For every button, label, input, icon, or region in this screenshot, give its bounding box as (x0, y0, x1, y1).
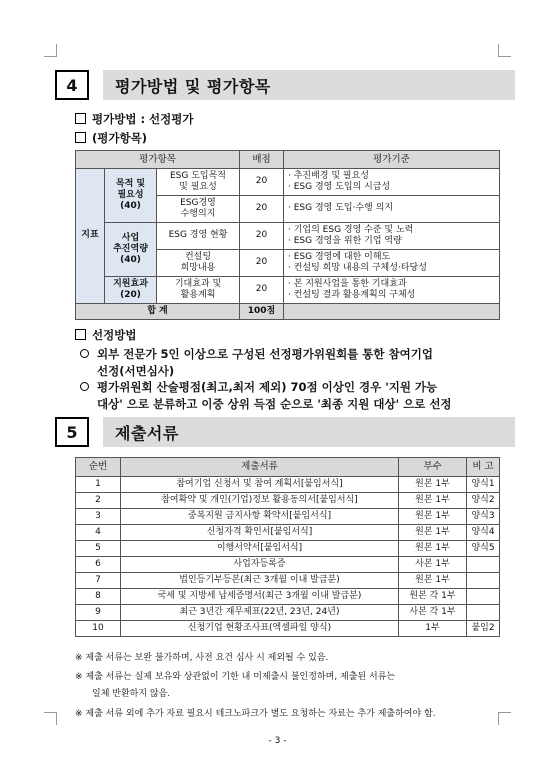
score-cell: 20 (240, 169, 284, 196)
document-name: 법인등기부등본(최근 3개월 이내 발급분) (121, 573, 399, 589)
copies: 원본 1부 (399, 573, 467, 589)
row-number: 10 (76, 621, 121, 637)
remarks: 양식1 (467, 477, 500, 493)
table-row (76, 573, 500, 589)
row-number: 3 (76, 509, 121, 525)
row-number: 8 (76, 589, 121, 605)
header-no: 순번 (76, 458, 121, 477)
section-title: 제출서류 (103, 417, 515, 447)
method-line: 평가방법 : 선정평가 (75, 111, 193, 127)
copies: 원본 1부 (399, 525, 467, 541)
copies: 원본 1부 (399, 477, 467, 493)
copies: 사본 1부 (399, 557, 467, 573)
checkbox-square-icon (75, 132, 86, 143)
total-label: 합 계 (76, 304, 240, 320)
item-cell: ESG경영 수행의지 (157, 196, 240, 223)
header-criteria: 평가기준 (284, 151, 500, 169)
checkbox-square-icon (75, 329, 86, 340)
header-item: 평가항목 (76, 151, 240, 169)
row-number: 9 (76, 605, 121, 621)
document-name: 이행서약서[붙임서식] (121, 541, 399, 557)
header-document: 제출서류 (121, 458, 399, 477)
table-row (76, 509, 500, 525)
score-cell: 20 (240, 250, 284, 277)
header-score: 배점 (240, 151, 284, 169)
evaluation-table (75, 150, 500, 320)
page-number: - 3 - (268, 736, 287, 746)
header-remarks: 비 고 (467, 458, 500, 477)
group-label: 지원효과 (20) (105, 277, 157, 304)
total-blank (284, 304, 500, 320)
selection-bullet: 평가위원회 산술평점(최고,최저 제외) 70점 이상인 경우 '지원 가능 대상' 으로 분류하고 이중 상위 득점 순으로 '최종 지원 대상' 으로 선정 (80, 379, 452, 413)
crop-mark-bottom-right (498, 712, 511, 725)
criteria-cell: · ESG 경영 도입·수행 의지 (284, 196, 500, 223)
crop-mark-bottom-left (44, 712, 57, 725)
copies: 원본 1부 (399, 541, 467, 557)
table-row (76, 557, 500, 573)
item-cell: 기대효과 및 활용계획 (157, 277, 240, 304)
remarks: 양식3 (467, 509, 500, 525)
row-number: 1 (76, 477, 121, 493)
criteria-cell: · 기업의 ESG 경영 수준 및 노력 · ESG 경영을 위한 기업 역량 (284, 223, 500, 250)
table-row (76, 621, 500, 637)
item-cell: ESG 도입목적 및 필요성 (157, 169, 240, 196)
remarks: 양식2 (467, 493, 500, 509)
row-number: 7 (76, 573, 121, 589)
table-row (76, 605, 500, 621)
documents-table (75, 457, 500, 637)
remarks: 붙임2 (467, 621, 500, 637)
section-4-header (55, 70, 515, 100)
copies: 사본 각 1부 (399, 605, 467, 621)
item-cell: 컨설팅 희망내용 (157, 250, 240, 277)
score-cell: 20 (240, 277, 284, 304)
remarks: 양식5 (467, 541, 500, 557)
remarks (467, 573, 500, 589)
document-name: 사업자등록증 (121, 557, 399, 573)
row-number: 6 (76, 557, 121, 573)
document-name: 신청자격 확인서[붙임서식] (121, 525, 399, 541)
crop-mark-top-left (44, 44, 57, 57)
note-line: ※ 제출 서류는 실제 보유와 상관없이 기한 내 미제출시 불인정하며, 제출된 서류는 (75, 672, 396, 682)
document-name: 중복지원 금지사항 확약서[붙임서식] (121, 509, 399, 525)
table-row (76, 477, 500, 493)
document-name: 최근 3년간 재무제표(22년, 23년, 24년) (121, 605, 399, 621)
remarks (467, 605, 500, 621)
section-title: 평가방법 및 평가항목 (103, 70, 515, 100)
document-name: 국세 및 지방세 납세증명서(최근 3개월 이내 발급분) (121, 589, 399, 605)
section-number: 5 (55, 417, 89, 447)
note-line: ※ 제출 서류 외에 추가 자료 필요시 테크노파크가 별도 요청하는 자료는 추가 제출하여야 함. (75, 709, 436, 719)
document-name: 참여확약 및 개인(기업)정보 활용동의서[붙임서식] (121, 493, 399, 509)
copies: 원본 1부 (399, 509, 467, 525)
item-cell: ESG 경영 현황 (157, 223, 240, 250)
copies: 1부 (399, 621, 467, 637)
items-heading: (평가항목) (75, 130, 147, 146)
criteria-cell: · ESG 경영에 대한 이해도 · 컨설팅 희망 내용의 구체성·타당성 (284, 250, 500, 277)
document-name: 참여기업 신청서 및 참여 계획서[붙임서식] (121, 477, 399, 493)
remarks (467, 557, 500, 573)
crop-mark-top-right (498, 44, 511, 57)
table-row (76, 493, 500, 509)
section-5-header (55, 417, 515, 447)
indicator-label: 지표 (76, 169, 105, 304)
total-score: 100점 (240, 304, 284, 320)
copies: 원본 1부 (399, 493, 467, 509)
criteria-cell: · 본 지원사업을 통한 기대효과 · 컨설팅 결과 활용계획의 구체성 (284, 277, 500, 304)
section-number: 4 (55, 70, 89, 100)
score-cell: 20 (240, 223, 284, 250)
score-cell: 20 (240, 196, 284, 223)
table-row (76, 525, 500, 541)
copies: 원본 각 1부 (399, 589, 467, 605)
table-row (76, 541, 500, 557)
table-row (76, 589, 500, 605)
circle-bullet-icon (80, 349, 89, 358)
row-number: 5 (76, 541, 121, 557)
document-name: 신청기업 현황조사표(엑셀파일 양식) (121, 621, 399, 637)
remarks: 양식4 (467, 525, 500, 541)
row-number: 4 (76, 525, 121, 541)
header-copies: 부수 (399, 458, 467, 477)
criteria-cell: · 추진배경 및 필요성 · ESG 경영 도입의 시급성 (284, 169, 500, 196)
circle-bullet-icon (80, 382, 89, 391)
row-number: 2 (76, 493, 121, 509)
group-label: 목적 및 필요성 (40) (105, 169, 157, 223)
group-label: 사업 추진역량 (40) (105, 223, 157, 277)
selection-bullet: 외부 전문가 5인 이상으로 구성된 선정평가위원회를 통한 참여기업 선정(서면심사) (80, 346, 433, 380)
remarks (467, 589, 500, 605)
note-line: 일체 반환하지 않음. (92, 689, 171, 699)
note-line: ※ 제출 서류는 보완 불가하며, 사전 요건 심사 시 제외될 수 있음. (75, 653, 329, 663)
selection-heading: 선정방법 (75, 327, 136, 343)
checkbox-square-icon (75, 113, 86, 124)
